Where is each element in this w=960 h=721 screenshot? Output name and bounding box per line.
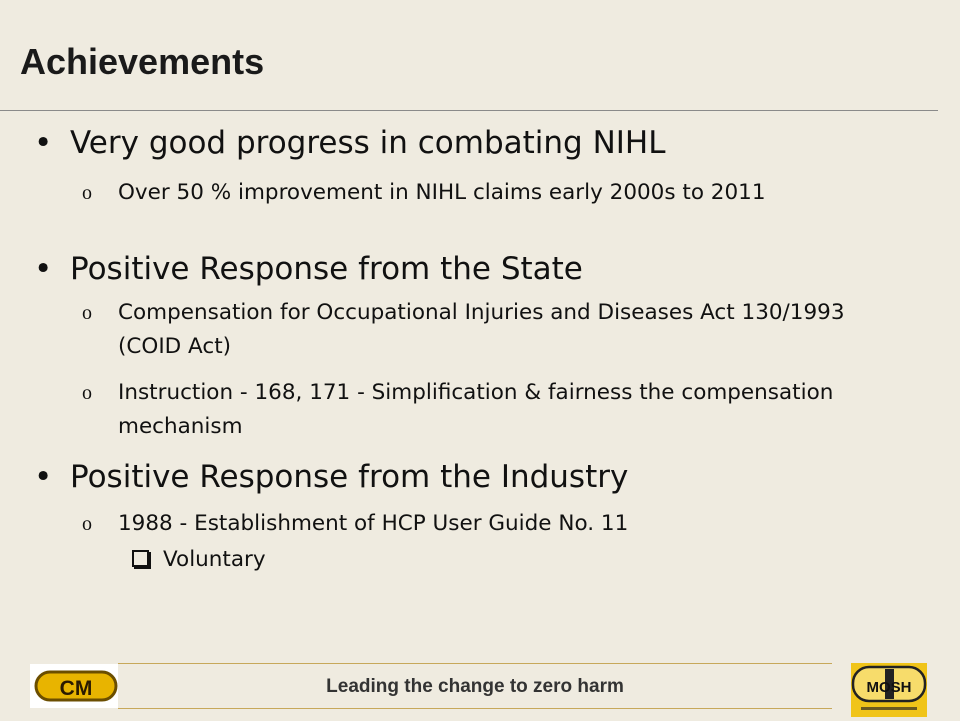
- bullet-industry-response: [34, 459, 629, 495]
- subbullet-text: 1988 - Establishment of HCP User Guide No. 11: [118, 511, 629, 536]
- circle-bullet-icon: o: [82, 513, 92, 535]
- cm-logo-icon: [30, 664, 118, 708]
- footer-divider-bottom: [118, 708, 832, 709]
- subbullet-instruction: [82, 376, 838, 444]
- circle-bullet-icon: o: [82, 182, 92, 204]
- footer-divider-top: [118, 663, 832, 664]
- bullet-heading: Positive Response from the Industry: [70, 459, 629, 495]
- bullet-nihl-progress: [34, 125, 666, 161]
- subbullet-text: Compensation for Occupational Injuries and Diseases Act 130/1993 (COID Act): [118, 300, 845, 359]
- subbullet-hcp-guide: [82, 507, 902, 541]
- checkbox-icon: [132, 550, 149, 567]
- circle-bullet-icon: o: [82, 382, 92, 404]
- bullet-state-response: [34, 251, 583, 287]
- slide-title: Achievements: [20, 41, 265, 82]
- subbullet-coid-act: [82, 296, 888, 364]
- circle-bullet-icon: o: [82, 302, 92, 324]
- subsubbullet-text: Voluntary: [163, 547, 266, 572]
- subsubbullet-voluntary: [132, 543, 266, 577]
- footer-tagline: Leading the change to zero harm: [326, 676, 624, 697]
- cm-logo: [30, 664, 118, 708]
- bullet-heading: Very good progress in combating NIHL: [70, 125, 666, 161]
- cm-logo-text: CM: [59, 677, 93, 700]
- bullet-dot-icon: •: [34, 459, 53, 495]
- bullet-dot-icon: •: [34, 251, 53, 287]
- bullet-heading: Positive Response from the State: [70, 251, 583, 287]
- mosh-logo-icon: [851, 663, 927, 717]
- bullet-dot-icon: •: [34, 125, 53, 161]
- subbullet-nihl-claims: [82, 176, 902, 210]
- subbullet-text: Instruction - 168, 171 - Simplification & fairness the compensation mechanism: [118, 380, 834, 439]
- subbullet-text: Over 50 % improvement in NIHL claims early 2000s to 2011: [118, 180, 766, 205]
- mosh-logo: [851, 663, 927, 717]
- mosh-logo-text: MOSH: [866, 679, 912, 696]
